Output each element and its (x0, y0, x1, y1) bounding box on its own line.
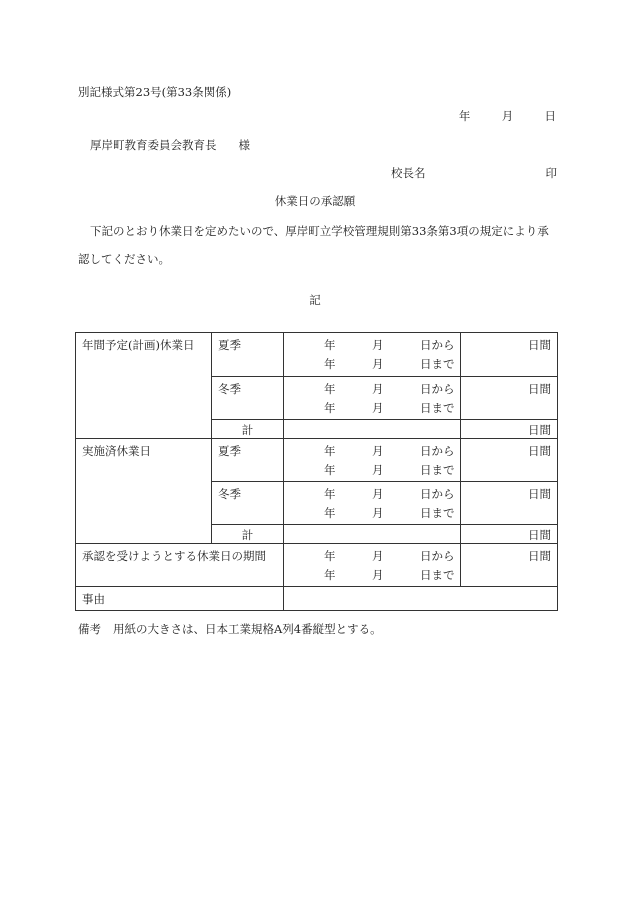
days-cell: 日間 (461, 439, 558, 482)
request-text: 下記のとおり休業日を定めたいので、厚岸町立学校管理規則第33条第3項の規定により承認してください。 (78, 224, 549, 266)
year-label: 年 (324, 568, 336, 582)
year-label: 年 (324, 382, 336, 396)
until-label: 日まで (420, 357, 455, 371)
remarks-text: 用紙の大きさは、日本工業規格A列4番縦型とする。 (113, 622, 382, 636)
date-month: 月 (501, 109, 514, 123)
date-year: 年 (458, 109, 471, 123)
year-label: 年 (324, 338, 336, 352)
days-cell: 日間 (461, 482, 558, 525)
from-label: 日から (420, 487, 455, 501)
principal-line (391, 165, 557, 181)
year-label: 年 (324, 549, 336, 563)
month-label: 月 (372, 463, 384, 477)
summer-label: 夏季 (212, 439, 284, 482)
month-label: 月 (372, 487, 384, 501)
days-cell: 日間 (461, 333, 558, 377)
days-cell: 日間 (461, 420, 558, 439)
year-label: 年 (324, 357, 336, 371)
document-title: 休業日の承認願 (274, 194, 356, 208)
from-label: 日から (420, 549, 455, 563)
reason-label: 事由 (76, 587, 284, 611)
remarks-label: 備考 (78, 622, 101, 636)
total-blank-cell (284, 420, 461, 439)
days-cell: 日間 (461, 544, 558, 587)
days-cell: 日間 (461, 377, 558, 420)
date-range-cell (284, 544, 461, 587)
planned-holidays-label: 年間予定(計画)休業日 (76, 333, 212, 439)
form-id: 別記様式第23号(第33条関係) (78, 85, 232, 99)
month-label: 月 (372, 382, 384, 396)
date-range-cell (284, 333, 461, 377)
date-range-cell (284, 377, 461, 420)
until-label: 日まで (420, 568, 455, 582)
total-blank-cell (284, 525, 461, 544)
days-cell: 日間 (461, 525, 558, 544)
total-label: 計 (212, 420, 284, 439)
principal-label: 校長名 (391, 166, 426, 180)
holiday-table (75, 332, 558, 611)
table-row (76, 544, 558, 587)
requested-period-label: 承認を受けようとする休業日の期間 (76, 544, 284, 587)
from-label: 日から (420, 444, 455, 458)
date-day: 日 (544, 109, 556, 123)
from-label: 日から (420, 338, 455, 352)
total-label: 計 (212, 525, 284, 544)
until-label: 日まで (420, 506, 455, 520)
month-label: 月 (372, 444, 384, 458)
table-row (76, 587, 558, 611)
request-paragraph (78, 217, 558, 273)
month-label: 月 (372, 338, 384, 352)
until-label: 日まで (420, 463, 455, 477)
year-label: 年 (324, 463, 336, 477)
submission-date (459, 108, 556, 124)
remarks (78, 621, 382, 637)
winter-label: 冬季 (212, 377, 284, 420)
reason-cell (284, 587, 558, 611)
month-label: 月 (372, 549, 384, 563)
month-label: 月 (372, 568, 384, 582)
table-row (76, 333, 558, 377)
from-label: 日から (420, 382, 455, 396)
month-label: 月 (372, 357, 384, 371)
year-label: 年 (324, 401, 336, 415)
actual-holidays-label: 実施済休業日 (76, 439, 212, 544)
date-range-cell (284, 439, 461, 482)
year-label: 年 (324, 444, 336, 458)
year-label: 年 (324, 487, 336, 501)
addressee-name: 厚岸町教育委員会教育長 (90, 138, 217, 152)
honorific: 様 (238, 138, 250, 152)
ki-heading: 記 (309, 293, 321, 307)
seal-mark: 印 (545, 166, 557, 180)
winter-label: 冬季 (212, 482, 284, 525)
month-label: 月 (372, 401, 384, 415)
month-label: 月 (372, 506, 384, 520)
addressee (90, 137, 250, 153)
until-label: 日まで (420, 401, 455, 415)
summer-label: 夏季 (212, 333, 284, 377)
table-row (76, 439, 558, 482)
year-label: 年 (324, 506, 336, 520)
date-range-cell (284, 482, 461, 525)
